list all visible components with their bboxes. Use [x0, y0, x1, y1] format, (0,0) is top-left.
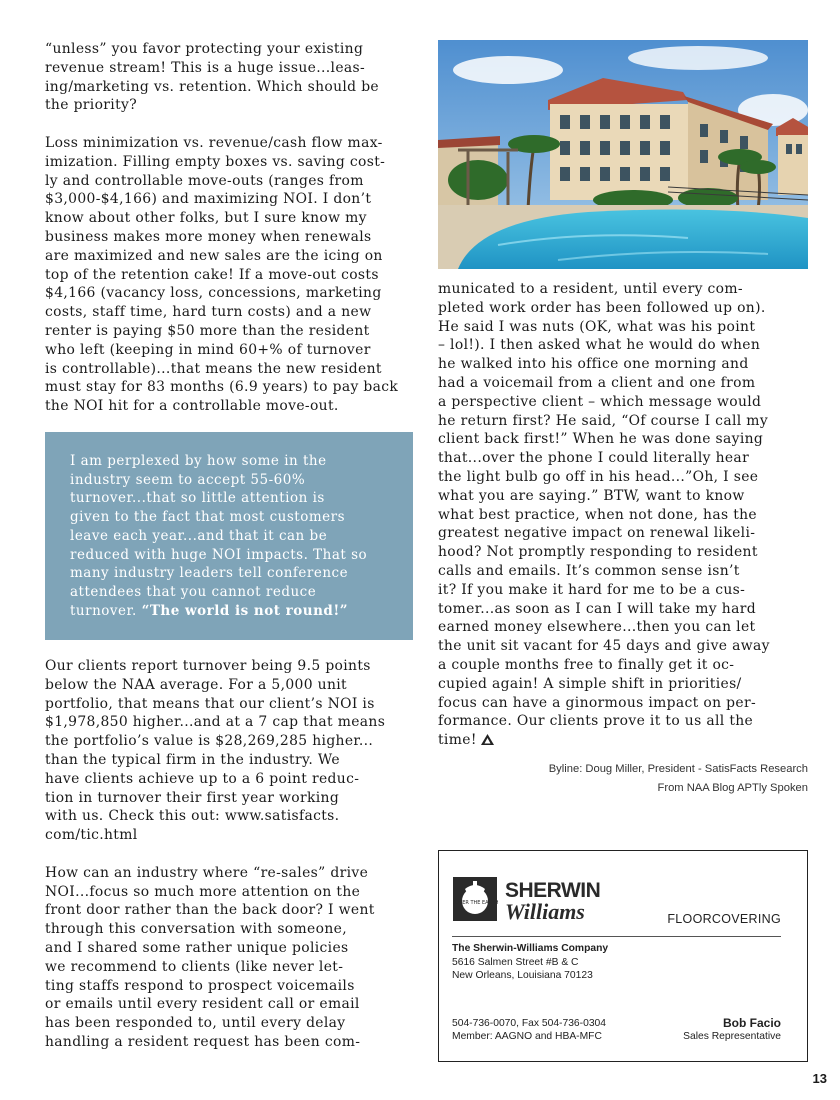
text-line: hood? Not promptly responding to resident: [438, 544, 758, 561]
apartment-pool-illustration: [438, 40, 808, 269]
text-line: it? If you make it hard for me to be a cus-: [438, 581, 746, 598]
text-line: leave each year...and that it can be: [70, 527, 328, 544]
text-line: is controllable)...that means the new resident: [45, 360, 382, 377]
text-line: pleted work order has been followed up on).: [438, 299, 766, 316]
text-line: know about other folks, but I sure know my: [45, 210, 367, 227]
text-line: ly and controllable move-outs (ranges from: [45, 172, 364, 189]
text-line: with us. Check this out: www.satisfacts.: [45, 808, 340, 825]
byline: [549, 760, 808, 798]
text-line: front door rather than the back door? I went: [45, 902, 375, 919]
text-line: earned money elsewhere...then you can let: [438, 619, 756, 636]
end-mark-icon: [481, 734, 494, 745]
logo-word-williams: Williams: [505, 899, 585, 923]
text-line: are maximized and new sales are the icing on: [45, 247, 383, 264]
text-line: than the typical firm in the industry. We: [45, 751, 340, 768]
ad-company-name: The Sherwin-Williams Company: [452, 943, 609, 954]
ad-division: FLOORCOVERING: [667, 912, 781, 926]
text-line: handling a resident request has been com-: [45, 1033, 361, 1050]
text-line: he return first? He said, “Of course I call my: [438, 412, 769, 429]
text-line: tion in turnover their first year working: [45, 789, 340, 806]
text-line: focus can have a ginormous impact on per-: [438, 694, 756, 711]
text-line: turnover.: [70, 602, 142, 619]
ad-address-street: 5616 Salmen Street #B & C: [452, 957, 579, 968]
byline-author: Byline: Doug Miller, President - SatisFacts Research: [548, 763, 808, 775]
text-line: ing/marketing vs. retention. Which should be: [45, 78, 380, 95]
byline-source: From NAA Blog APTly Spoken: [657, 782, 808, 794]
text-line: the light bulb go off in his head...”Oh, I see: [438, 468, 759, 485]
text-line: NOI...focus so much more attention on the: [45, 883, 361, 900]
text-line: he walked into his office one morning and: [438, 356, 749, 373]
text-line: – lol!). I then asked what he would do when: [438, 337, 761, 354]
logo-word-sherwin: SHERWIN: [505, 879, 601, 902]
ad-membership: Member: AAGNO and HBA-MFC: [452, 1031, 602, 1042]
sherwin-williams-logo-graphic: [453, 875, 623, 923]
text-line: the portfolio’s value is $28,269,285 higher...: [45, 733, 374, 750]
text-line: Loss minimization vs. revenue/cash flow max-: [45, 134, 383, 151]
text-line: many industry leaders tell conference: [70, 565, 349, 582]
text-line: attendees that you cannot reduce: [70, 583, 317, 600]
text-line: industry seem to accept 55-60%: [70, 471, 306, 488]
ad-divider: [452, 936, 781, 937]
ad-phone-fax: 504-736-0070, Fax 504-736-0304: [452, 1018, 606, 1029]
paragraph-conversation-continued: [438, 280, 808, 750]
text-line: imization. Filling empty boxes vs. saving cost-: [45, 153, 386, 170]
text-line: must stay for 83 months (6.9 years) to pay back: [45, 379, 399, 396]
text-line: had a voicemail from a client and one from: [438, 374, 756, 391]
pull-quote-text: [70, 452, 389, 620]
left-column: [45, 40, 415, 416]
text-line: the unit sit vacant for 45 days and give away: [438, 638, 770, 655]
text-line: renter is paying $50 more than the resident: [45, 322, 370, 339]
logo-seal-text: COVER THE EARTH: [453, 900, 499, 906]
text-line: How can an industry where “re-sales” drive: [45, 864, 369, 881]
text-line: turnover...that so little attention is: [70, 490, 325, 507]
text-line: Our clients report turnover being 9.5 points: [45, 658, 371, 674]
text-line: below the NAA average. For a 5,000 unit: [45, 676, 347, 693]
text-line: what you are saying.” BTW, want to know: [438, 487, 745, 504]
text-line: revenue stream! This is a huge issue...leas-: [45, 59, 366, 76]
text-line: I am perplexed by how some in the: [70, 453, 327, 469]
paragraph-leasing-vs-retention: [45, 40, 415, 115]
text-line: reduced with huge NOI impacts. That so: [70, 546, 368, 563]
text-line: and I shared some rather unique policies: [45, 939, 349, 956]
ad-contact-name: Bob Facio: [722, 1016, 781, 1030]
ad-address-city: New Orleans, Louisiana 70123: [452, 970, 593, 981]
text-line: have clients achieve up to a 6 point reduc-: [45, 770, 360, 787]
apartment-pool-photo: [438, 40, 808, 269]
text-line: He said I was nuts (OK, what was his point: [438, 318, 756, 335]
text-line: greatest negative impact on renewal likeli-: [438, 525, 756, 542]
text-line: a perspective client – which message would: [438, 393, 762, 410]
text-line: ting staffs respond to prospect voicemails: [45, 977, 355, 994]
text-line: the NOI hit for a controllable move-out.: [45, 398, 339, 415]
text-line: com/tic.html: [45, 827, 138, 844]
text-line: formance. Our clients prove it to us all the: [438, 713, 754, 730]
paragraph-loss-minimization: [45, 134, 415, 416]
text-line: tomer...as soon as I can I will take my hard: [438, 600, 756, 617]
text-line: has been responded to, until every delay: [45, 1015, 346, 1032]
text-line: municated to a resident, until every com-: [438, 281, 743, 297]
page-number: 13: [812, 1071, 827, 1086]
text-line: through this conversation with someone,: [45, 921, 347, 938]
text-line: client back first!” When he was done saying: [438, 431, 764, 448]
text-line: the priority?: [45, 97, 138, 114]
pull-quote-box: [45, 432, 413, 640]
text-line: we recommend to clients (like never let-: [45, 958, 344, 975]
text-line: what best practice, when not done, has the: [438, 506, 757, 523]
text-line: top of the retention cake! If a move-out costs: [45, 266, 379, 283]
ad-contact-title: Sales Representative: [683, 1031, 781, 1042]
paragraph-turnover-results: [45, 657, 415, 845]
text-line: cupied again! A simple shift in priorities/: [438, 675, 742, 692]
text-line: given to the fact that most customers: [70, 509, 345, 526]
text-line: “unless” you favor protecting your existing: [45, 41, 364, 57]
business-card-ad: [438, 850, 808, 1062]
text-line: $4,166 (vacancy loss, concessions, marketing: [45, 285, 382, 302]
text-line: who left (keeping in mind 60+% of turnover: [45, 341, 371, 358]
right-column: [438, 280, 808, 750]
text-line: a couple months free to finally get it oc-: [438, 656, 735, 673]
pull-quote-emphasis: “The world is not round!”: [141, 602, 349, 619]
text-line: time!: [438, 732, 477, 749]
text-line: portfolio, that means that our client’s NOI is: [45, 695, 375, 712]
text-line: $3,000-$4,166) and maximizing NOI. I don’t: [45, 191, 372, 208]
text-line: that...over the phone I could literally hear: [438, 450, 750, 467]
text-line: costs, staff time, hard turn costs) and a new: [45, 304, 372, 321]
sherwin-williams-logo: [453, 875, 623, 928]
text-line: business makes more money when renewals: [45, 228, 372, 245]
left-column-lower: [45, 657, 415, 1052]
text-line: or emails until every resident call or email: [45, 996, 360, 1013]
text-line: $1,978,850 higher...and at a 7 cap that means: [45, 714, 386, 731]
text-line: calls and emails. It’s common sense isn’t: [438, 562, 740, 579]
paragraph-re-sales: [45, 864, 415, 1052]
